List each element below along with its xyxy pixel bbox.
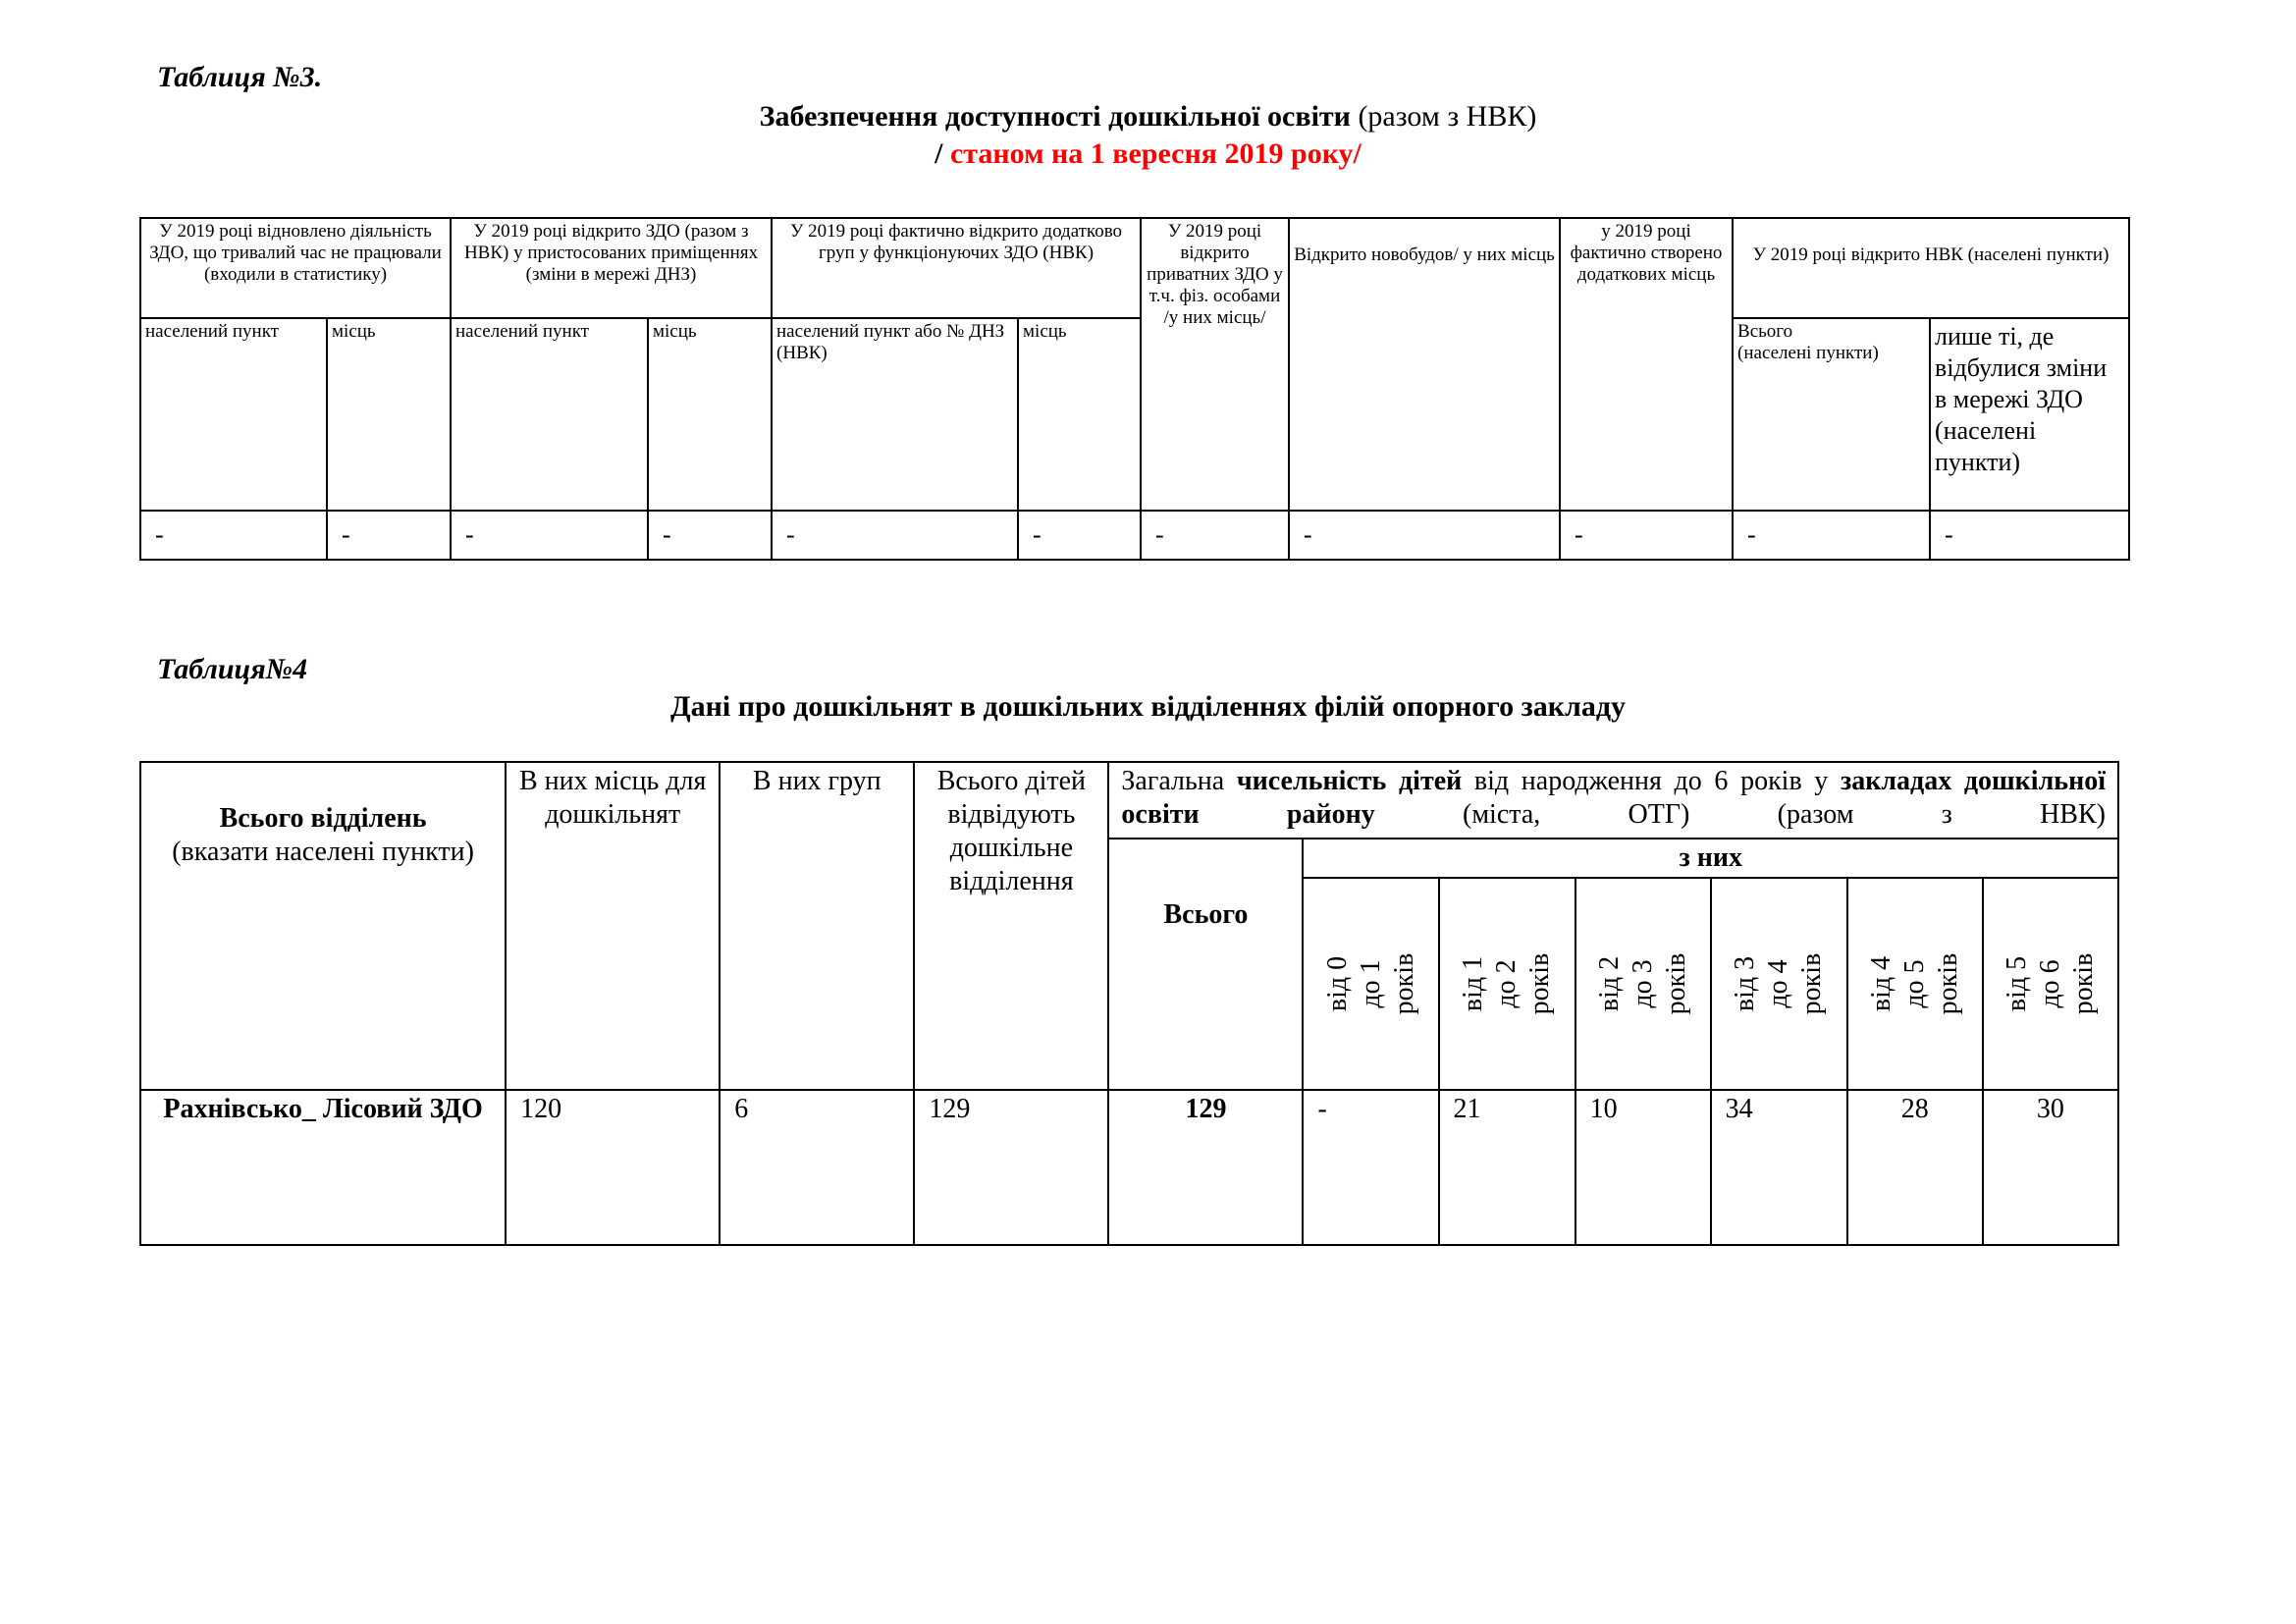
table3 <box>139 217 2130 561</box>
t3-sub-places: місць <box>1018 318 1141 511</box>
table3-subtitle-prefix: / <box>934 137 950 170</box>
t3-sub-places: місць <box>648 318 772 511</box>
t4-row-total: 129 <box>1108 1090 1303 1245</box>
t4-header-age-4-5 <box>1847 878 1983 1090</box>
t3-cell: - <box>772 511 1018 560</box>
t3-sub-settlement-or-dnz: населений пункт або № ДНЗ (НВК) <box>772 318 1018 511</box>
t4-age-label: від 5 до 6 років <box>2001 952 2099 1015</box>
t4-header-age-0-1 <box>1303 878 1438 1090</box>
t3-header-added-places: у 2019 році фактично створено додаткових місць <box>1560 218 1733 511</box>
t4-age-label: від 1 до 2 років <box>1458 952 1556 1015</box>
t4-header-places: В них місць для дошкільнят <box>506 762 720 1090</box>
t4-general-e: (міста, ОТГ) (разом з НВК) <box>1374 799 2106 830</box>
t4-row-name: Рахнівсько_ Лісовий ЗДО <box>140 1090 506 1245</box>
t3-cell: - <box>1560 511 1733 560</box>
t4-general-a: Загальна <box>1121 766 1237 796</box>
t3-header-newbuilds: Відкрито новобудов/ у них місць <box>1289 218 1560 511</box>
t4-age-label: від 2 до 3 років <box>1593 952 1691 1015</box>
table3-title <box>0 100 2296 134</box>
t4-age-label: від 4 до 5 років <box>1865 952 1963 1015</box>
t3-cell: - <box>1930 511 2129 560</box>
table3-label: Таблиця №3. <box>157 61 323 93</box>
t4-header-general <box>1108 762 2118 839</box>
table3-subtitle <box>0 137 2296 171</box>
t4-row-places: 120 <box>506 1090 720 1245</box>
t4-header-age-1-2 <box>1439 878 1575 1090</box>
table3-subtitle-red: станом на 1 вересня 2019 року/ <box>949 137 1362 170</box>
t4-row-age-5-6: 30 <box>1983 1090 2118 1245</box>
table4-label: Таблиця№4 <box>157 653 308 685</box>
t3-cell: - <box>451 511 648 560</box>
t4-row-age-1-2: 21 <box>1439 1090 1575 1245</box>
t4-general-d: закладах дошкільної освіти району <box>1121 766 2106 830</box>
t4-row-age-4-5: 28 <box>1847 1090 1983 1245</box>
t4-header-age-5-6 <box>1983 878 2118 1090</box>
t4-row-age-2-3: 10 <box>1575 1090 1711 1245</box>
table4 <box>139 761 2119 1246</box>
t3-cell: - <box>1141 511 1289 560</box>
t4-row-age-0-1: - <box>1303 1090 1438 1245</box>
t4-age-label: від 0 до 1 років <box>1321 952 1419 1015</box>
t3-sub-settlement: населений пункт <box>451 318 648 511</box>
t3-cell: - <box>1733 511 1930 560</box>
t3-sub-settlement: населений пункт <box>140 318 327 511</box>
t4-row-age-3-4: 34 <box>1711 1090 1847 1245</box>
t3-cell: - <box>327 511 451 560</box>
table4-title: Дані про дошкільнят в дошкільних відділеннях філій опорного закладу <box>669 690 1627 723</box>
t4-header-total <box>1108 839 1303 1090</box>
t3-header-nvk: У 2019 році відкрито НВК (населені пункти) <box>1733 218 2129 318</box>
t4-header-branches-bold: Всього відділень <box>219 803 427 834</box>
t3-header-restored: У 2019 році відновлено діяльність ЗДО, що тривалий час не працювали (входили в статистику) <box>140 218 451 318</box>
t3-sub-total: Всього (населені пункти) <box>1733 318 1930 511</box>
t4-header-branches-note: (вказати населені пункти) <box>172 837 474 867</box>
t4-header-age-3-4 <box>1711 878 1847 1090</box>
t3-sub-changed-only: лише ті, де відбулися зміни в мережі ЗДО (населені пункти) <box>1930 318 2129 511</box>
t3-header-adapted: У 2019 році відкрито ЗДО (разом з НВК) у пристосованих приміщеннях (зміни в мережі ДНЗ) <box>451 218 772 318</box>
t3-cell: - <box>1289 511 1560 560</box>
t3-cell: - <box>648 511 772 560</box>
t3-header-private: У 2019 році відкрито приватних ЗДО у т.ч. фіз. особами /у них місць/ <box>1141 218 1289 511</box>
t4-general-b: чисельність дітей <box>1236 766 1463 796</box>
t4-header-age-2-3 <box>1575 878 1711 1090</box>
t4-header-of-them: з них <box>1303 839 2118 878</box>
table3-title-bold: Забезпечення доступності дошкільної освіти <box>759 100 1351 133</box>
t4-header-children: Всього дітей відвідують дошкільне відділення <box>914 762 1108 1090</box>
t4-age-label: від 3 до 4 років <box>1730 952 1828 1015</box>
t4-general-c: від народження до 6 років у <box>1462 766 1841 796</box>
t4-row-children: 129 <box>914 1090 1108 1245</box>
t4-row-groups: 6 <box>720 1090 914 1245</box>
t4-header-branches <box>140 762 506 1090</box>
t4-header-groups: В них груп <box>720 762 914 1090</box>
t3-sub-places: місць <box>327 318 451 511</box>
t3-cell: - <box>1018 511 1141 560</box>
table3-title-normal: (разом з НВК) <box>1350 100 1537 133</box>
t3-cell: - <box>140 511 327 560</box>
t4-header-total-text: Всього <box>1163 899 1249 930</box>
t3-header-extra-groups: У 2019 році фактично відкрито додатково груп у функціонуючих ЗДО (НВК) <box>772 218 1141 318</box>
